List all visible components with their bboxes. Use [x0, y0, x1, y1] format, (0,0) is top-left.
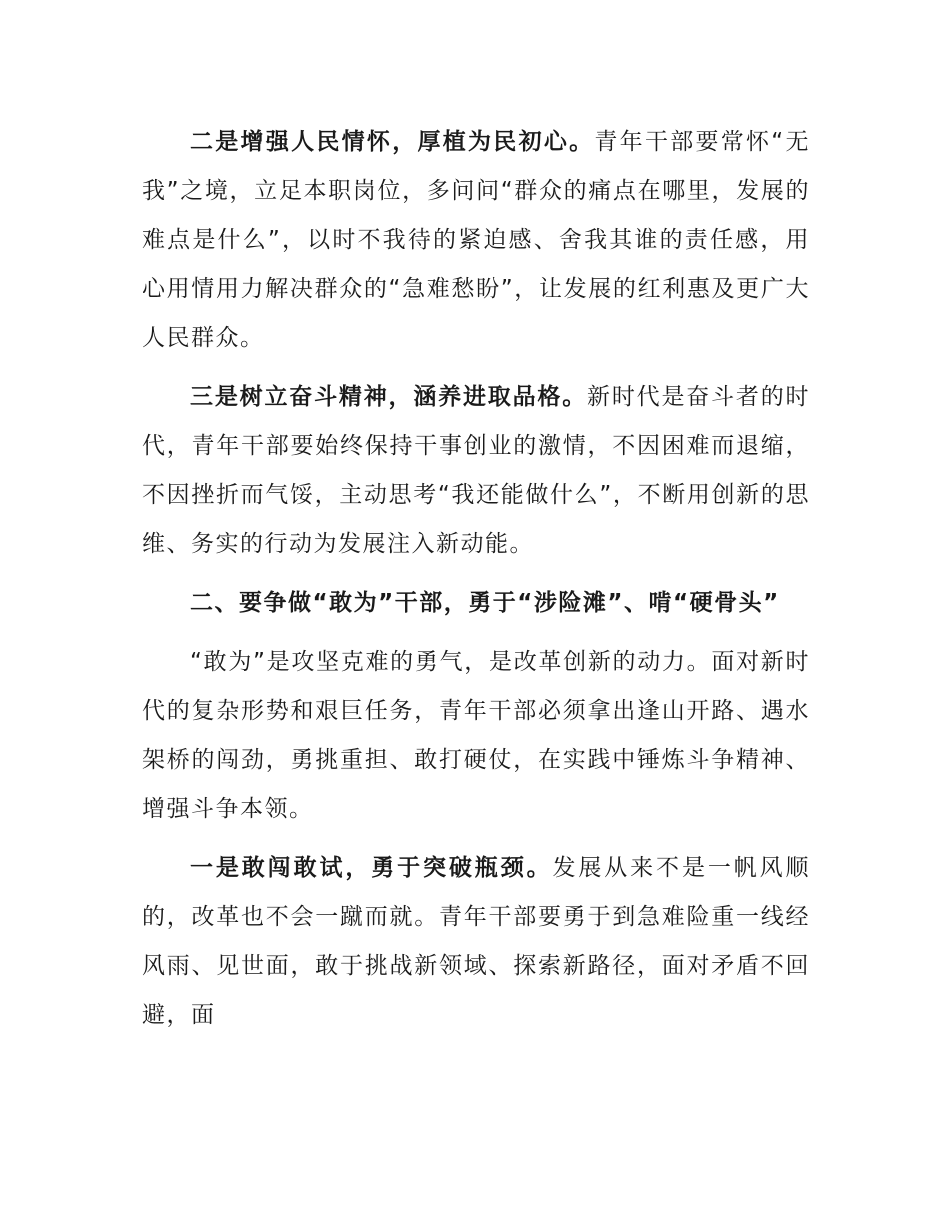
paragraph-dare-to-try	[142, 844, 810, 1040]
document-body	[142, 118, 810, 1050]
paragraph-daring-intro	[142, 638, 810, 834]
paragraph-text: 青年干部要常怀“无我”之境，立足本职岗位，多问问“群众的痛点在哪里，发展的难点是什么”，以时不我待的紧迫感、舍我其谁的责任感，用心用情用力解决群众的“急难愁盼”，让发展的红利惠及更广大人民群众。	[142, 129, 810, 351]
paragraph-lead: 二是增强人民情怀，厚植为民初心。	[190, 129, 595, 155]
paragraph-people-sentiment	[142, 118, 810, 363]
paragraph-lead: 三是树立奋斗精神，涵养进取品格。	[190, 384, 587, 410]
paragraph-striving-spirit	[142, 373, 810, 569]
paragraph-text: “敢为”是攻坚克难的勇气，是改革创新的动力。面对新时代的复杂形势和艰巨任务，青年干部必须拿出逢山开路、遇水架桥的闯劲，勇挑重担、敢打硬仗，在实践中锤炼斗争精神、增强斗争本领。	[142, 649, 810, 822]
paragraph-text: 新时代是奋斗者的时代，青年干部要始终保持干事创业的激情，不因困难而退缩，不因挫折而气馁，主动思考“我还能做什么”，不断用创新的思维、务实的行动为发展注入新动能。	[142, 384, 810, 557]
paragraph-text: 发展从来不是一帆风顺的，改革也不会一蹴而就。青年干部要勇于到急难险重一线经风雨、见世面，敢于挑战新领域、探索新路径，面对矛盾不回避，面	[142, 855, 811, 1028]
section-heading: 二、要争做“敢为”干部，勇于“涉险滩”、啃“硬骨头”	[190, 590, 780, 616]
paragraph-lead: 一是敢闯敢试，勇于突破瓶颈。	[190, 855, 553, 881]
